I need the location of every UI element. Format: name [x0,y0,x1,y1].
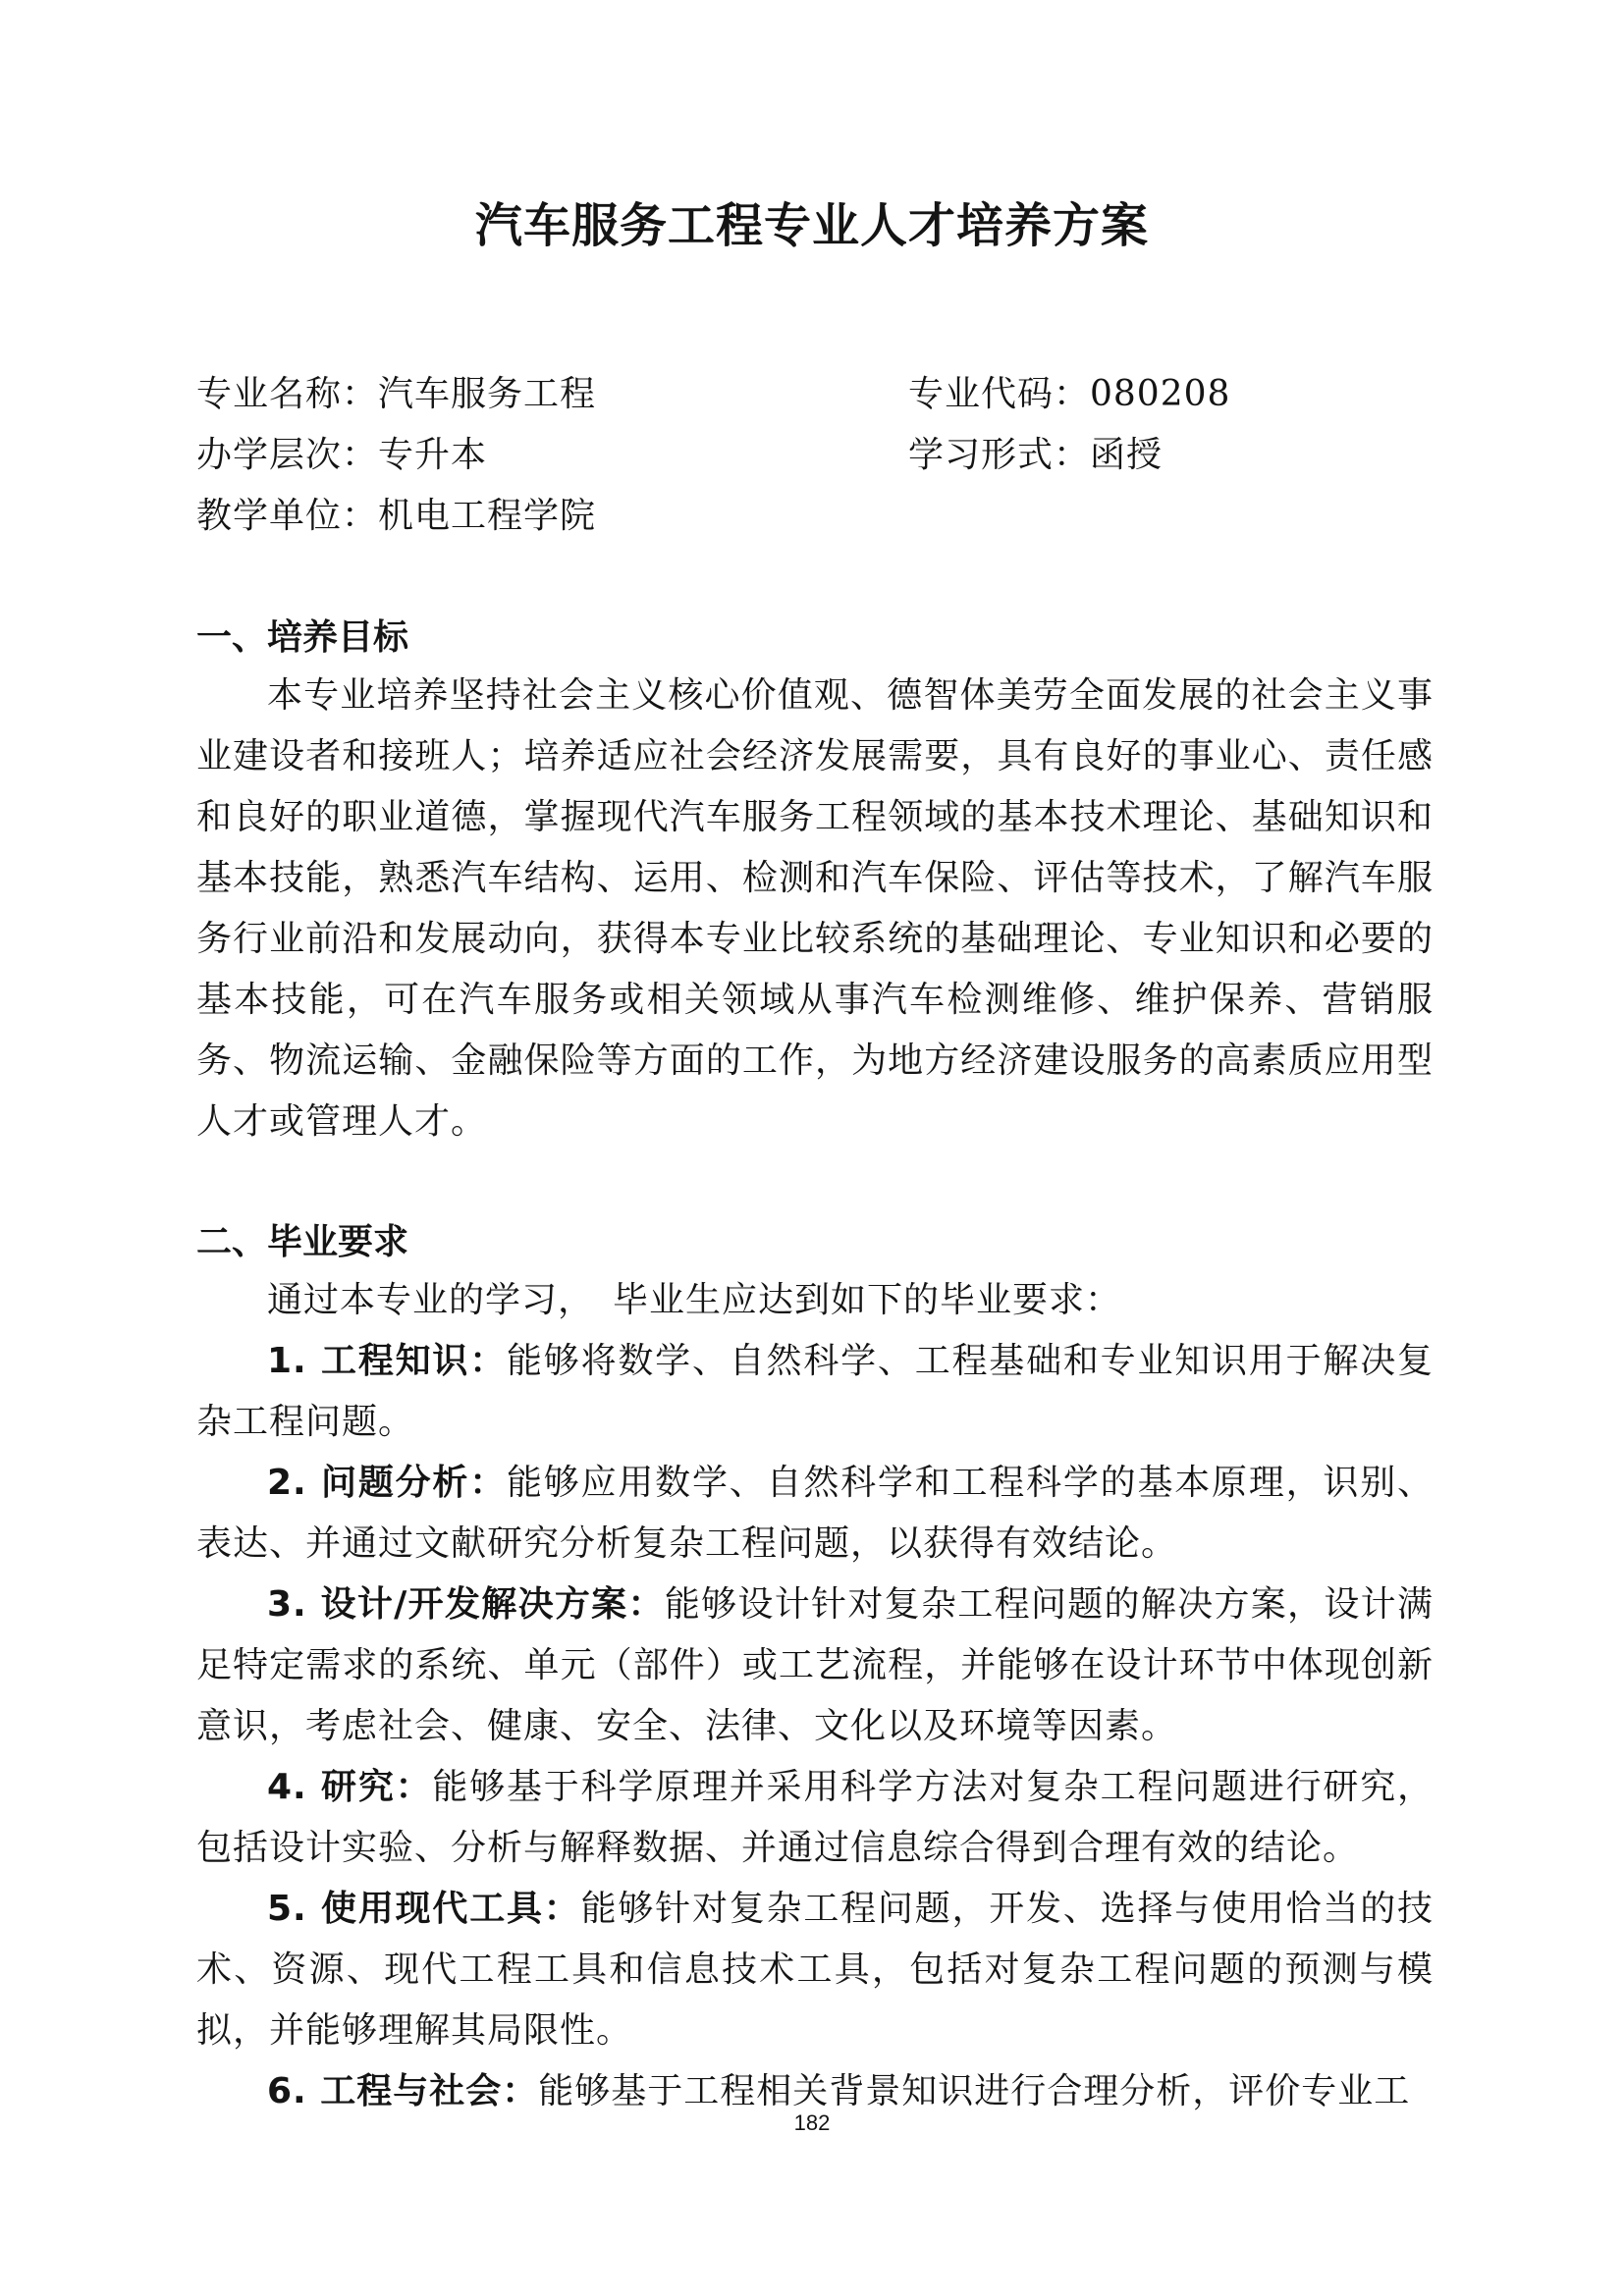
requirement-text: 能够应用数学、自然科学和工程科学的基本原理，识别、表达、并通过文献研究分析复杂工程问题，以获得有效结论。 [196,1463,1434,1564]
teaching-unit: 教学单位：机电工程学院 [196,496,597,536]
requirement-label: 5. 使用现代工具： [267,1889,581,1929]
requirement-label: 3. 设计/开发解决方案： [267,1584,665,1625]
requirement-item [196,1879,1434,2061]
requirement-text: 能够基于工程相关背景知识进行合理分析，评价专业工 [538,2071,1411,2111]
education-level: 办学层次：专升本 [196,435,488,475]
major-name: 专业名称：汽车服务工程 [196,374,597,414]
requirement-label: 2. 问题分析： [267,1463,508,1503]
study-mode: 学习形式：函授 [908,435,1164,475]
requirement-item [196,1575,1434,1757]
requirement-item [196,1757,1434,1879]
requirement-label: 1. 工程知识： [267,1341,508,1381]
requirement-label: 6. 工程与社会： [267,2071,539,2111]
objectives-paragraph: 本专业培养坚持社会主义核心价值观、德智体美劳全面发展的社会主义事业建设者和接班人；培养适应社会经济发展需要，具有良好的事业心、责任感和良好的职业道德，掌握现代汽车服务工程领域的基本技术理论、基础知识和基本技能，熟悉汽车结构、运用、检测和汽车保险、评估等技术，了解汽车服务行业前沿和发展动向，获得本专业比较系统的基础理论、专业知识和必要的基本技能，可在汽车服务或相关领域从事汽车检测维修、维护保养、营销服务、物流运输、金融保险等方面的工作，为地方经济建设服务的高素质应用型人才或管理人才。 [196,675,1434,1142]
page-number: 182 [793,2110,831,2135]
requirement-text: 能够基于科学原理并采用科学方法对复杂工程问题进行研究，包括设计实验、分析与解释数据、并通过信息综合得到合理有效的结论。 [196,1767,1434,1868]
section-heading-objectives: 一、培养目标 [196,617,409,658]
page-title: 汽车服务工程专业人才培养方案 [474,198,1149,253]
requirements-intro: 通过本专业的学习， 毕业生应达到如下的毕业要求： [267,1280,1122,1320]
requirement-text: 能够设计针对复杂工程问题的解决方案，设计满足特定需求的系统、单元（部件）或工艺流程，并能够在设计环节中体现创新意识，考虑社会、健康、安全、法律、文化以及环境等因素。 [196,1584,1434,1746]
requirement-item [196,1331,1434,1453]
requirement-text: 能够针对复杂工程问题，开发、选择与使用恰当的技术、资源、现代工程工具和信息技术工具，包括对复杂工程问题的预测与模拟，并能够理解其局限性。 [196,1889,1434,2051]
requirement-item [196,1453,1434,1575]
requirement-label: 4. 研究： [267,1767,433,1807]
requirement-text: 能够将数学、自然科学、工程基础和专业知识用于解决复杂工程问题。 [196,1341,1434,1442]
section-heading-requirements: 二、毕业要求 [196,1222,409,1262]
major-code: 专业代码：080208 [908,374,1231,414]
